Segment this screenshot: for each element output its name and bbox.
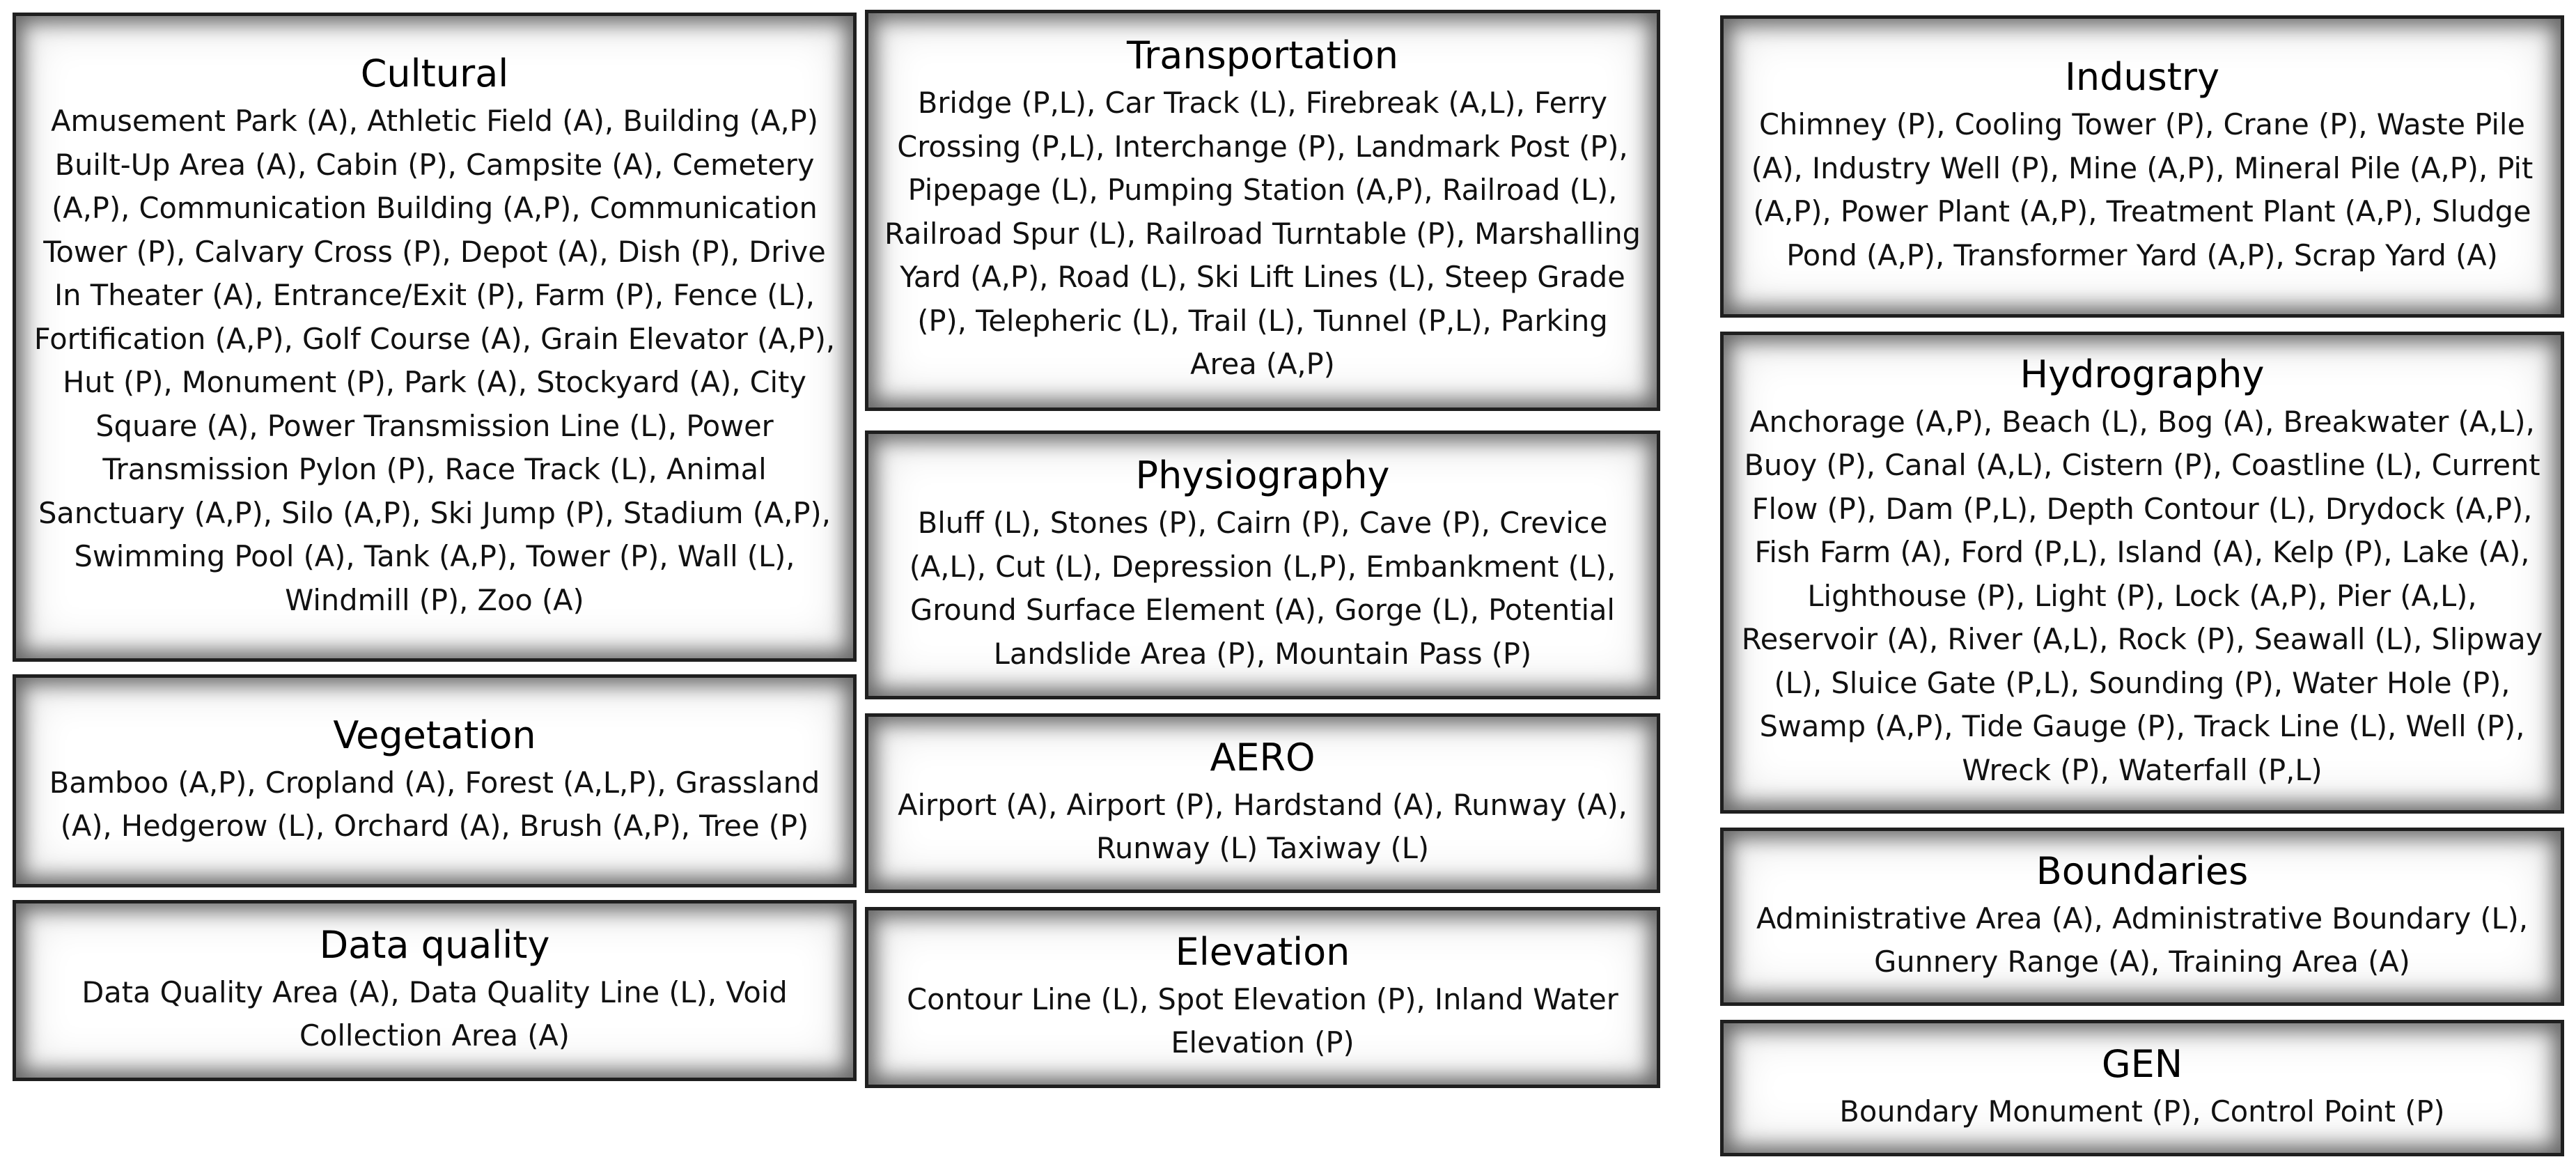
vegetation-items: Bamboo (A,P), Cropland (A), Forest (A,L,P), Grassland (A), Hedgerow (L), Orchard (A), Brush (A,P), Tree (P) — [49, 765, 820, 843]
physiography-box — [865, 430, 1660, 699]
aero-items: Airport (A), Airport (P), Hardstand (A), Runway (A), Runway (L) Taxiway (L) — [898, 787, 1627, 865]
industry-box — [1720, 15, 2564, 318]
boundaries-items: Administrative Area (A), Administrative Boundary (L), Gunnery Range (A), Training Area (A) — [1756, 901, 2529, 979]
data-quality-title: Data quality — [319, 922, 550, 967]
physiography-title: Physiography — [1135, 453, 1390, 497]
transportation-title: Transportation — [1127, 33, 1398, 78]
vegetation-box — [13, 674, 857, 887]
transportation-box — [865, 10, 1660, 411]
hydrography-items: Anchorage (A,P), Beach (L), Bog (A), Breakwater (A,L), Buoy (P), Canal (A,L), Cistern (P), Coastline (L), Current Flow (P), Dam (P,L), Depth Contour (L), Drydock (A,P), Fish Farm (A), Ford (P,L), Island (A), Kelp (P), Lake (A), Lighthouse (P), Light (P), Lock (A,P), Pier (A,L), Reservoir (A), River (A,L), Rock (P), Seawall (L), Slipway (L), Sluice Gate (P,L), Sounding (P), Water Hole (P), Swamp (A,P), Tide Gauge (P), Track Line (L), Well (P), Wreck (P), Waterfall (P,L) — [1741, 404, 2543, 787]
gen-items: Boundary Monument (P), Control Point (P) — [1839, 1094, 2445, 1128]
elevation-title: Elevation — [1175, 929, 1350, 974]
boundaries-title: Boundaries — [2036, 848, 2249, 893]
hydrography-box — [1720, 332, 2564, 814]
boundaries-box — [1720, 828, 2564, 1006]
elevation-box — [865, 907, 1660, 1088]
hydrography-title: Hydrography — [2020, 352, 2265, 396]
aero-title: AERO — [1210, 735, 1316, 779]
cultural-box — [13, 13, 857, 662]
physiography-items: Bluff (L), Stones (P), Cairn (P), Cave (P), Crevice (A,L), Cut (L), Depression (L,P), Embankment (L), Ground Surface Element (A), Gorge (L), Potential Landslide Area (P), Mountain Pass (P) — [909, 506, 1616, 671]
transportation-items: Bridge (P,L), Car Track (L), Firebreak (A,L), Ferry Crossing (P,L), Interchange (P), Landmark Post (P), Pipepage (L), Pumping Station (A,P), Railroad (L), Railroad Spur (L), Railroad Turntable (P), Marshalling Yard (A,P), Road (L), Ski Lift Lines (L), Steep Grade (P), Telepheric (L), Trail (L), Tunnel (P,L), Parking Area (A,P) — [884, 86, 1641, 382]
cultural-title: Cultural — [360, 52, 509, 95]
industry-title: Industry — [2064, 55, 2220, 99]
aero-box — [865, 713, 1660, 893]
elevation-items: Contour Line (L), Spot Elevation (P), Inland Water Elevation (P) — [907, 981, 1618, 1060]
data-quality-items: Data Quality Area (A), Data Quality Line (L), Void Collection Area (A) — [81, 975, 788, 1053]
cultural-items: Amusement Park (A), Athletic Field (A), Building (A,P) Built-Up Area (A), Cabin (P), Campsite (A), Cemetery (A,P), Communication Building (A,P), Communication Tower (P), Calvary Cross (P), Depot (A), Dish (P), Drive In Theater (A), Entrance/Exit (P), Farm (P), Fence (L), Fortification (A,P), Golf Course (A), Grain Elevator (A,P), Hut (P), Monument (P), Park (A), Stockyard (A), City Square (A), Power Transmission Line (L), Power Transmission Pylon (P), Race Track (L), Animal Sanctuary (A,P), Silo (A,P), Ski Jump (P), Stadium (A,P), Swimming Pool (A), Tank (A,P), Tower (P), Wall (L), Windmill (P), Zoo (A) — [33, 104, 836, 617]
gen-box — [1720, 1020, 2564, 1156]
data-quality-box — [13, 900, 857, 1081]
gen-title: GEN — [2101, 1041, 2183, 1086]
vegetation-title: Vegetation — [333, 713, 536, 757]
industry-items: Chimney (P), Cooling Tower (P), Crane (P), Waste Pile (A), Industry Well (P), Mine (A,P), Mineral Pile (A,P), Pit (A,P), Power Plant (A,P), Treatment Plant (A,P), Sludge Pond (A,P), Transformer Yard (A,P), Scrap Yard (A) — [1751, 107, 2534, 272]
